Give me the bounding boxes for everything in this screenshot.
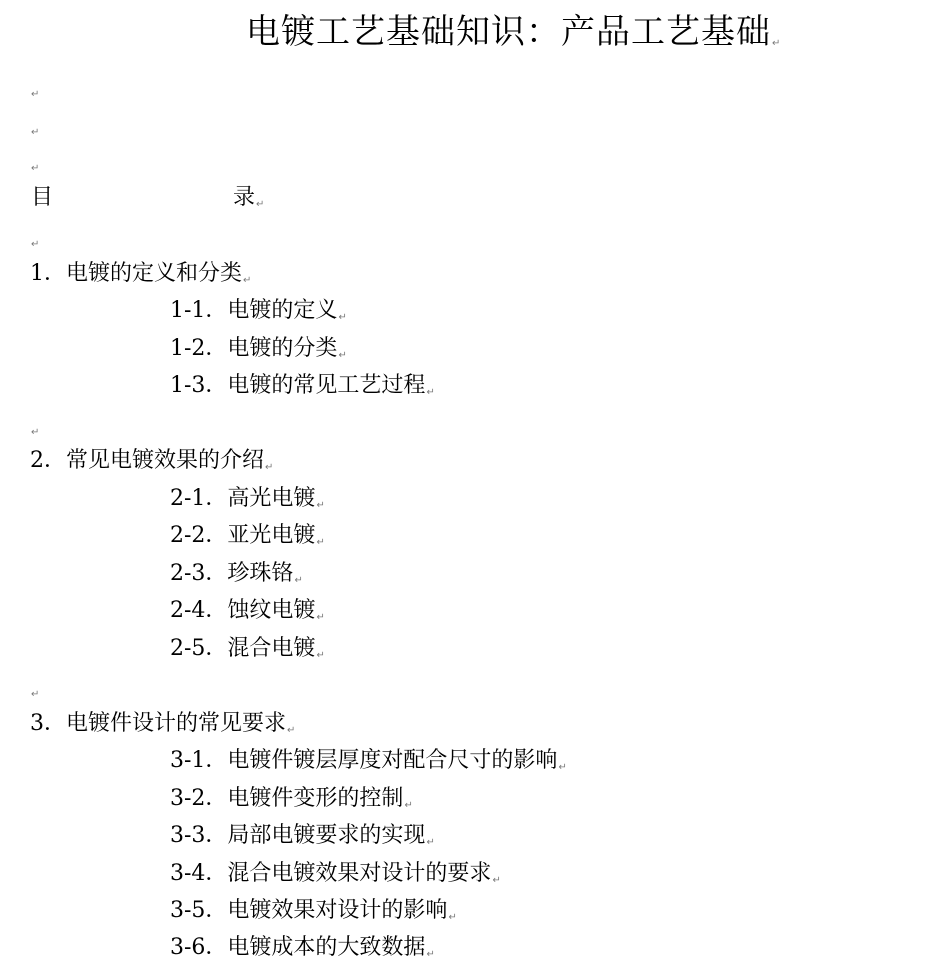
paragraph-mark-icon: ↵ [256,199,265,210]
paragraph-mark-icon: ↵ [31,89,40,100]
toc-item [170,821,435,851]
paragraph-mark-icon: ↵ [338,312,347,323]
paragraph-mark-icon: ↵ [31,239,40,250]
paragraph-mark-icon: ↵ [448,912,457,923]
toc-item-label: 3-5．电镀效果对设计的影响 [170,898,448,923]
toc-item-label: 2-1．高光电镀 [170,486,316,511]
toc-item [170,746,567,776]
toc-item [170,933,435,963]
toc-item [170,896,457,926]
paragraph-mark-icon: ↵ [31,427,40,438]
paragraph-mark-icon: ↵ [772,38,782,49]
empty-paragraph [30,114,39,144]
paragraph-mark-icon: ↵ [316,537,325,548]
toc-item [170,859,501,889]
paragraph-mark-icon: ↵ [31,689,40,700]
paragraph-mark-icon: ↵ [31,127,40,138]
paragraph-mark-icon: ↵ [492,875,501,886]
paragraph-mark-icon: ↵ [294,575,303,586]
toc-item-label: 3-3．局部电镀要求的实现 [170,823,426,848]
paragraph-mark-icon: ↵ [31,163,40,174]
toc-heading-right: 录 [233,185,256,210]
paragraph-mark-icon: ↵ [426,837,435,848]
empty-paragraph [30,226,39,256]
toc-section [30,446,273,476]
toc-item [170,521,325,551]
toc-item-label: 3-2．电镀件变形的控制 [170,786,404,811]
document-title [246,8,781,56]
toc-item [170,334,347,364]
paragraph-mark-icon: ↵ [243,275,252,286]
paragraph-mark-icon: ↵ [287,725,296,736]
paragraph-mark-icon: ↵ [316,650,325,661]
toc-item [170,596,325,626]
toc-item-label: 2-4．蚀纹电镀 [170,598,316,623]
paragraph-mark-icon: ↵ [558,762,567,773]
toc-section [30,709,295,739]
toc-section-label: 1．电镀的定义和分类 [30,261,242,286]
toc-section [30,259,251,289]
paragraph-mark-icon: ↵ [316,500,325,511]
paragraph-mark-icon: ↵ [338,350,347,361]
toc-heading-left: 目 [31,185,54,210]
empty-paragraph [30,150,39,180]
toc-item-label: 3-1．电镀件镀层厚度对配合尺寸的影响 [170,748,558,773]
toc-item-label: 1-1．电镀的定义 [170,298,338,323]
paragraph-mark-icon: ↵ [404,800,413,811]
toc-heading [31,183,264,213]
paragraph-mark-icon: ↵ [265,462,274,473]
toc-section-label: 2．常见电镀效果的介绍 [30,448,264,473]
empty-paragraph [30,414,39,444]
empty-paragraph [30,76,39,106]
toc-item-label: 2-5．混合电镀 [170,636,316,661]
document-title-text: 电镀工艺基础知识：产品工艺基础 [246,12,771,52]
toc-item [170,634,325,664]
toc-item-label: 3-6．电镀成本的大致数据 [170,935,426,960]
toc-item [170,371,435,401]
toc-item [170,484,325,514]
paragraph-mark-icon: ↵ [426,387,435,398]
toc-section-label: 3．电镀件设计的常见要求 [30,711,286,736]
paragraph-mark-icon: ↵ [426,949,435,960]
toc-item [170,559,303,589]
toc-item [170,784,413,814]
toc-item-label: 3-4．混合电镀效果对设计的要求 [170,861,492,886]
toc-item-label: 1-2．电镀的分类 [170,336,338,361]
toc-item-label: 2-3．珍珠铬 [170,561,294,586]
paragraph-mark-icon: ↵ [316,612,325,623]
empty-paragraph [30,676,39,706]
toc-item [170,296,347,326]
toc-item-label: 1-3．电镀的常见工艺过程 [170,373,426,398]
toc-item-label: 2-2．亚光电镀 [170,523,316,548]
